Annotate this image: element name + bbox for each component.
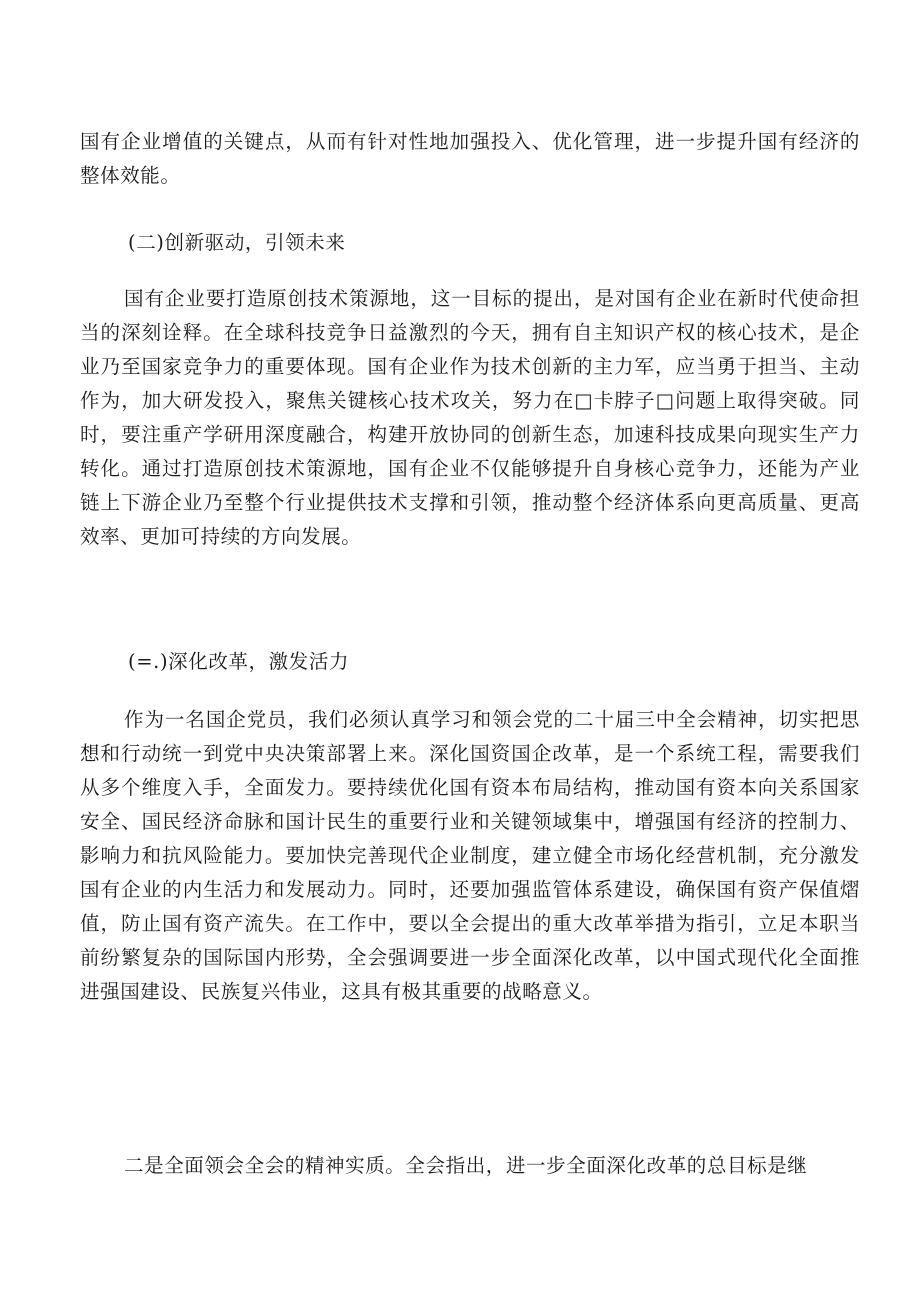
paragraph-innovation: 国有企业要打造原创技术策源地，这一目标的提出，是对国有企业在新时代使命担当的深刻诠释。在全球科技竞争日益激烈的今天，拥有自主知识产权的核心技术，是企业乃至国家竞争力的重要体现。国有企业作为技术创新的主力军，应当勇于担当、主动作为，加大研发投入，聚焦关键核心技术攻关，努力在□卡脖子□问题上取得突破。同时，要注重产学研用深度融合，构建开放协同的创新生态，加速科技成果向现实生产力转化。通过打造原创技术策源地，国有企业不仅能够提升自身核心竞争力，还能为产业链上下游企业乃至整个行业提供技术支撑和引领，推动整个经济体系向更高质量、更高效率、更加可持续的方向发展。 [80, 287, 860, 548]
paragraph-spirit: 二是全面领会全会的精神实质。全会指出，进一步全面深化改革的总目标是继 [124, 1154, 808, 1177]
paragraph-continuation: 国有企业增值的关键点，从而有针对性地加强投入、优化管理，进一步提升国有经济的整体效能。 [80, 130, 860, 187]
paragraph-reform: 作为一名国企党员，我们必须认真学习和领会党的二十届三中全会精神，切实把思想和行动统一到党中央决策部署上来。深化国资国企改革，是一个系统工程，需要我们从多个维度入手，全面发力。要持续优化国有资本布局结构，推动国有资本向关系国家安全、国民经济命脉和国计民生的重要行业和关键领域集中，增强国有经济的控制力、影响力和抗风险能力。要加快完善现代企业制度，建立健全市场化经营机制，充分激发国有企业的内生活力和发展动力。同时，还要加强监管体系建设，确保国有资产保值熠值，防止国有资产流失。在工作中，要以全会提出的重大改革举措为指引，立足本职当前纷繁复杂的国际国内形势，全会强调要进一步全面深化改革，以中国式现代化全面推进强国建设、民族复兴伟业，这具有极其重要的战略意义。 [80, 708, 860, 1003]
section-heading-reform: (=.)深化改革，激发活力 [128, 650, 350, 673]
section-heading-innovation: (二)创新驱动，引领未来 [128, 231, 346, 254]
